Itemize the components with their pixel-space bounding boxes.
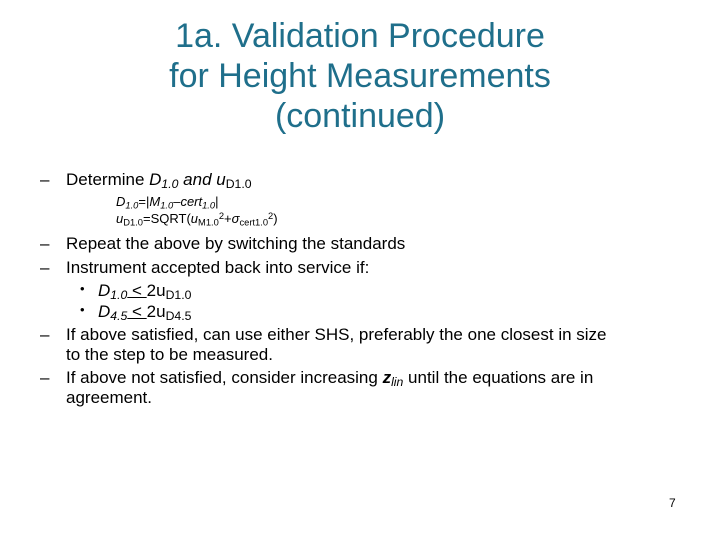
dash-marker: – xyxy=(40,234,50,253)
title-line-2: for Height Measurements xyxy=(169,57,551,95)
item-text: If above not satisfied, consider increasing $z_{lin}$ until the equations are in xyxy=(66,368,594,390)
page-number: 7 xyxy=(669,496,676,510)
bullet-text: $D_{1.0} < 2u_{D1.0}$ xyxy=(98,281,192,303)
dash-marker: – xyxy=(40,368,50,387)
item-text: Instrument accepted back into service if: xyxy=(66,258,370,277)
item-text: If above satisfied, can use either SHS, preferably the one closest in size xyxy=(66,325,607,344)
item-text: agreement. xyxy=(66,388,152,407)
dash-marker: – xyxy=(40,325,50,344)
bullet-marker: • xyxy=(80,302,85,317)
title-line-1: 1a. Validation Procedure xyxy=(175,17,545,55)
item-text: Determine $D_{1.0}$ and $u_{D1.0}$ xyxy=(66,170,252,192)
bullet-text: $D_{4.5} < 2u_{D4.5}$ xyxy=(98,302,192,324)
formula-ud10: $u_{D1.0}=SQRT(u_{M1.0}^2+\sigma_{cert1.0}^2)$ xyxy=(116,211,278,228)
bullet-marker: • xyxy=(80,281,85,296)
item-text: to the step to be measured. xyxy=(66,345,273,364)
slide-title xyxy=(60,16,660,136)
dash-marker: – xyxy=(40,170,50,189)
dash-marker: – xyxy=(40,258,50,277)
title-line-3: (continued) xyxy=(274,97,446,135)
item-text: Repeat the above by switching the standards xyxy=(66,234,406,253)
formula-d10: $D_{1.0}=|M_{1.0}-cert_{1.0}|$ xyxy=(116,194,219,211)
